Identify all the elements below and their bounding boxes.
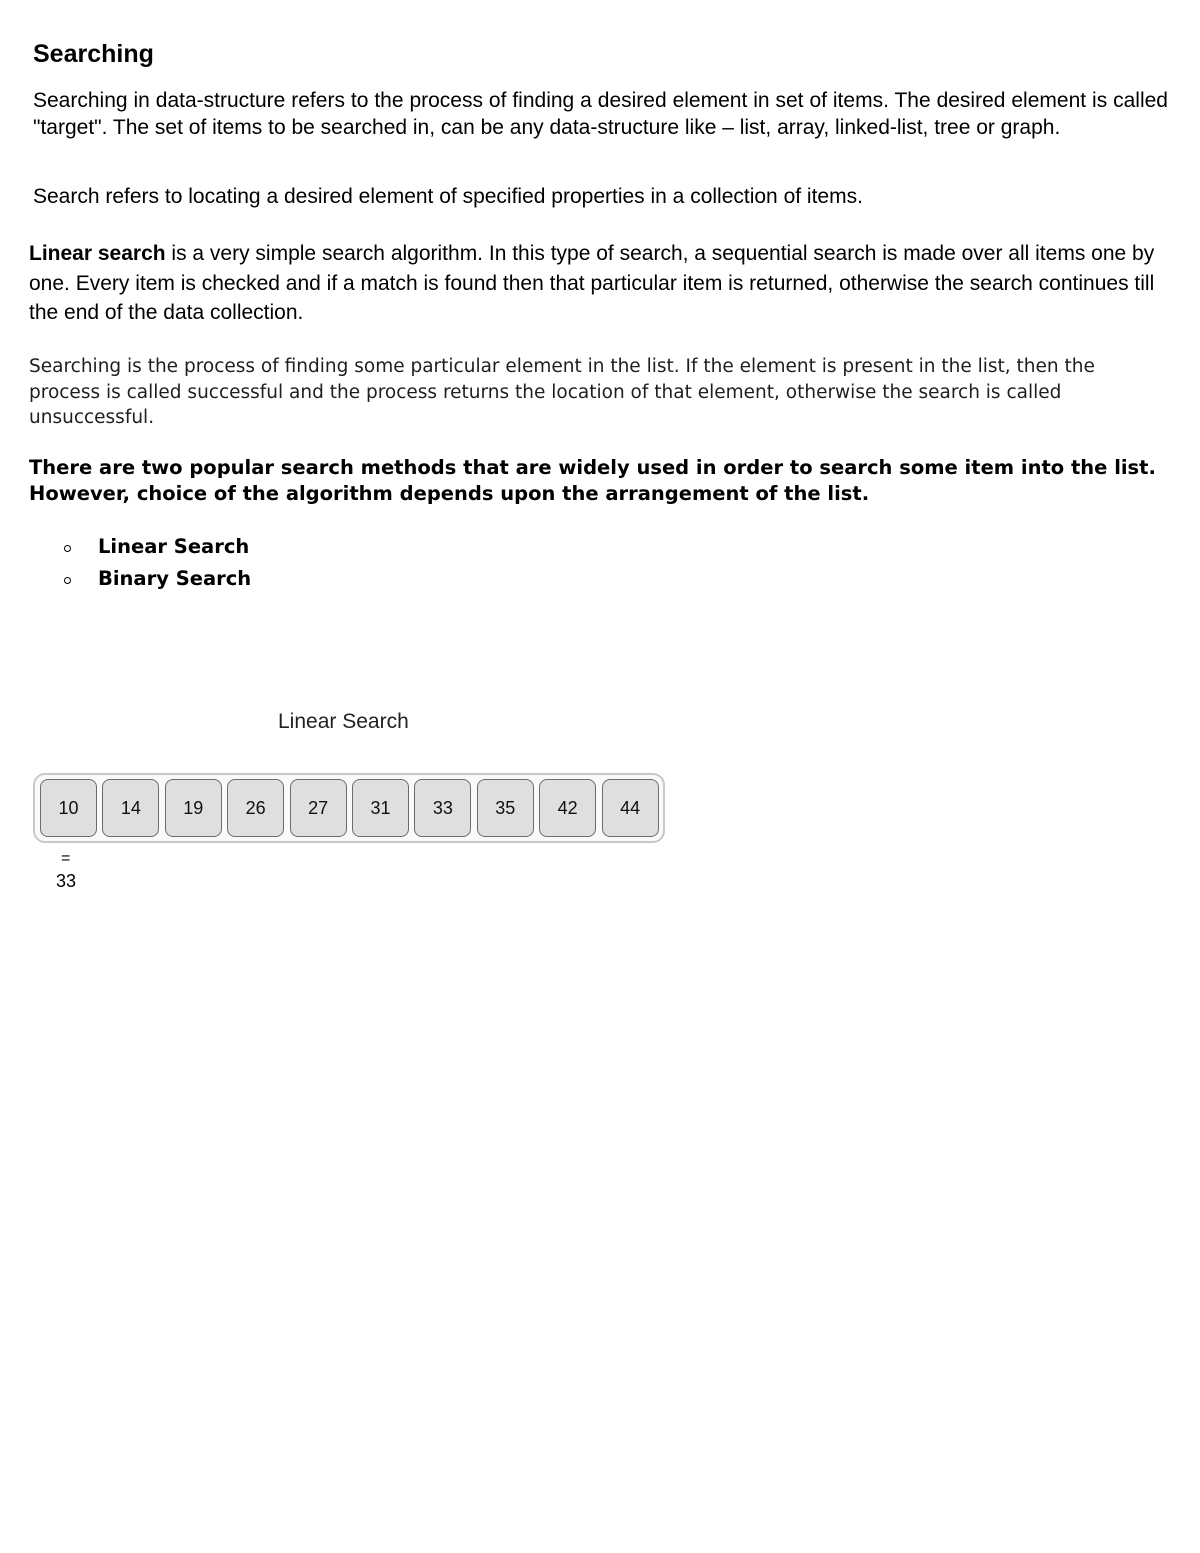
search-methods-intro: There are two popular search methods that are widely used in order to search some item into the list. However, choice of the algorithm depends upon the arrangement of the list. xyxy=(29,456,1156,505)
array-cell: 26 xyxy=(227,779,284,837)
target-value: 33 xyxy=(56,871,77,891)
search-process-paragraph: Searching is the process of finding some particular element in the list. If the element is present in the list, then the process is called successful and the process returns the location of that element, otherwise the search is called unsuccessful. xyxy=(29,356,1095,428)
searching-definition-paragraph: Searching in data-structure refers to the process of finding a desired element in set of items. The desired element is called "target". The set of items to be searched in, can be any data-structure like – list, array, linked-list, tree or graph. xyxy=(33,89,1168,139)
linear-search-description: is a very simple search algorithm. In this type of search, a sequential search is made over all items one by one. Every item is checked and if a match is found then that particular item is returned, otherwise the search continues till the end of the data collection. xyxy=(29,242,1155,324)
search-summary-paragraph: Search refers to locating a desired element of specified properties in a collection of items. xyxy=(33,185,863,208)
search-methods-list xyxy=(60,533,251,597)
array-cell: 19 xyxy=(165,779,222,837)
linear-search-paragraph xyxy=(29,239,1164,328)
method-label: Linear Search xyxy=(98,535,250,558)
figure-title: Linear Search xyxy=(278,710,409,733)
array-cell: 31 xyxy=(352,779,409,837)
array-cell: 27 xyxy=(290,779,347,837)
list-item xyxy=(60,565,251,597)
array-cell: 35 xyxy=(477,779,534,837)
array-cell: 10 xyxy=(40,779,97,837)
array-cell: 44 xyxy=(602,779,659,837)
method-label: Binary Search xyxy=(98,567,252,590)
array-cell: 14 xyxy=(102,779,159,837)
array-cell: 33 xyxy=(414,779,471,837)
comparison-symbol: = xyxy=(61,850,71,867)
list-item xyxy=(60,533,251,565)
linear-search-term: Linear search xyxy=(29,242,166,265)
page-title: Searching xyxy=(33,40,154,68)
array-cell: 42 xyxy=(539,779,596,837)
circle-bullet-icon xyxy=(64,577,71,584)
circle-bullet-icon xyxy=(64,545,71,552)
